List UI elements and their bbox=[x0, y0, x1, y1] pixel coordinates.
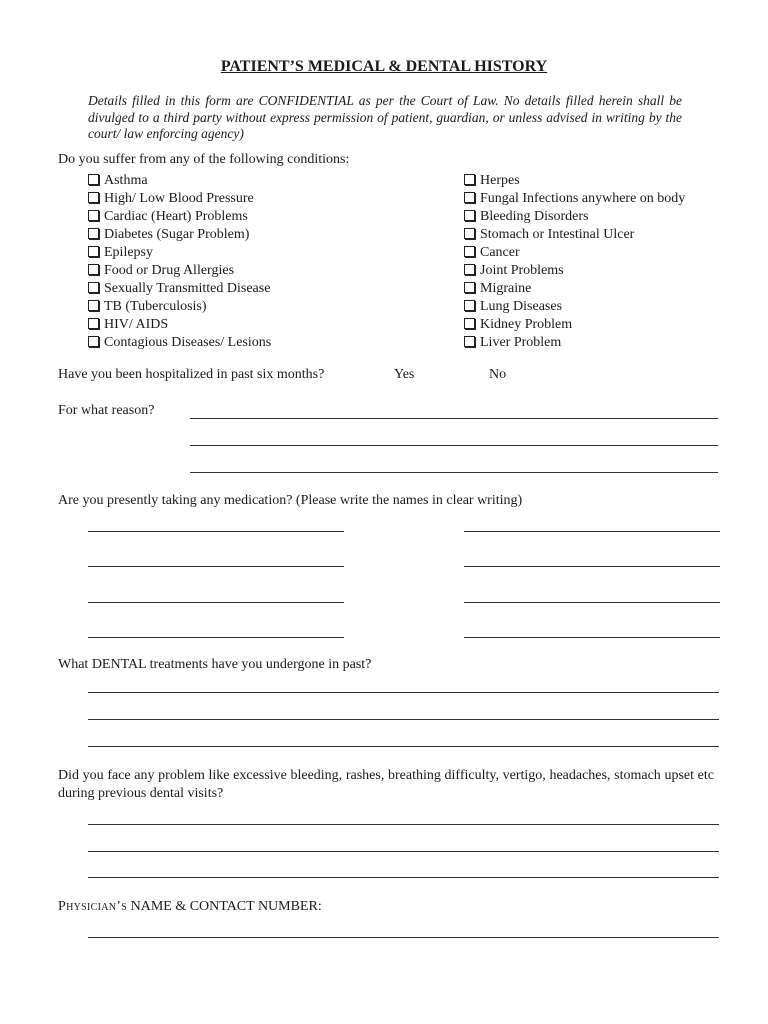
checkbox-icon[interactable] bbox=[464, 282, 475, 293]
checkbox-icon[interactable] bbox=[464, 300, 475, 311]
checkbox-icon[interactable] bbox=[464, 336, 475, 347]
reason-line-1[interactable] bbox=[190, 418, 718, 419]
medication-question: Are you presently taking any medication? (Please write the names in clear writing) bbox=[58, 493, 523, 508]
dental-treatment-line[interactable] bbox=[88, 746, 719, 747]
checkbox-icon[interactable] bbox=[464, 246, 475, 257]
reason-label: For what reason? bbox=[58, 403, 155, 418]
medication-line[interactable] bbox=[88, 566, 344, 567]
checkbox-icon[interactable] bbox=[88, 228, 99, 239]
condition-diabetes[interactable]: Diabetes (Sugar Problem) bbox=[88, 226, 271, 244]
checkbox-icon[interactable] bbox=[464, 192, 475, 203]
checkbox-icon[interactable] bbox=[88, 318, 99, 329]
hospitalized-no-option[interactable]: No bbox=[489, 367, 507, 382]
condition-joint[interactable]: Joint Problems bbox=[464, 262, 685, 280]
condition-migraine[interactable]: Migraine bbox=[464, 280, 685, 298]
checkbox-icon[interactable] bbox=[464, 264, 475, 275]
condition-ulcer[interactable]: Stomach or Intestinal Ulcer bbox=[464, 226, 685, 244]
checkbox-icon[interactable] bbox=[88, 300, 99, 311]
physician-line[interactable] bbox=[88, 937, 719, 938]
checkbox-icon[interactable] bbox=[88, 264, 99, 275]
conditions-question: Do you suffer from any of the following conditions: bbox=[58, 152, 350, 167]
medication-line[interactable] bbox=[88, 637, 344, 638]
form-title: PATIENT’S MEDICAL & DENTAL HISTORY bbox=[220, 58, 548, 75]
checkbox-icon[interactable] bbox=[464, 174, 475, 185]
physician-label-rest: NAME & CONTACT NUMBER: bbox=[127, 899, 322, 914]
condition-cancer[interactable]: Cancer bbox=[464, 244, 685, 262]
medication-line[interactable] bbox=[464, 602, 720, 603]
dental-treatments-question: What DENTAL treatments have you undergone in past? bbox=[58, 657, 372, 672]
condition-epilepsy[interactable]: Epilepsy bbox=[88, 244, 271, 262]
hospitalized-yes-option[interactable]: Yes bbox=[394, 367, 415, 382]
medication-line[interactable] bbox=[464, 637, 720, 638]
condition-asthma[interactable]: Asthma bbox=[88, 172, 271, 190]
confidentiality-notice: Details filled in this form are CONFIDENTIAL as per the Court of Law. No details filled herein shall be divulged to a third party without express permission of patient, guardian, or unless advised in writing by the court/ law enforcing agency) bbox=[88, 93, 682, 141]
physician-label-smallcaps: Physician’s bbox=[58, 899, 128, 914]
condition-tb[interactable]: TB (Tuberculosis) bbox=[88, 298, 271, 316]
checkbox-icon[interactable] bbox=[464, 228, 475, 239]
condition-herpes[interactable]: Herpes bbox=[464, 172, 685, 190]
condition-liver[interactable]: Liver Problem bbox=[464, 334, 685, 352]
checkbox-icon[interactable] bbox=[464, 318, 475, 329]
medication-line[interactable] bbox=[88, 531, 344, 532]
conditions-right-column bbox=[464, 172, 685, 352]
checkbox-icon[interactable] bbox=[464, 210, 475, 221]
reason-line-2[interactable] bbox=[190, 445, 718, 446]
dental-problem-line[interactable] bbox=[88, 824, 719, 825]
checkbox-icon[interactable] bbox=[88, 174, 99, 185]
checkbox-icon[interactable] bbox=[88, 246, 99, 257]
physician-label bbox=[58, 899, 322, 915]
checkbox-icon[interactable] bbox=[88, 336, 99, 347]
reason-line-3[interactable] bbox=[190, 472, 718, 473]
condition-std[interactable]: Sexually Transmitted Disease bbox=[88, 280, 271, 298]
hospitalized-question: Have you been hospitalized in past six months? bbox=[58, 367, 325, 382]
checkbox-icon[interactable] bbox=[88, 192, 99, 203]
medication-line[interactable] bbox=[88, 602, 344, 603]
dental-problems-question: Did you face any problem like excessive bleeding, rashes, breathing difficulty, vertigo, headaches, stomach upset etc during previous dental visits? bbox=[58, 768, 714, 801]
condition-bleeding[interactable]: Bleeding Disorders bbox=[464, 208, 685, 226]
condition-allergies[interactable]: Food or Drug Allergies bbox=[88, 262, 271, 280]
condition-hiv[interactable]: HIV/ AIDS bbox=[88, 316, 271, 334]
condition-kidney[interactable]: Kidney Problem bbox=[464, 316, 685, 334]
medication-line[interactable] bbox=[464, 531, 720, 532]
condition-blood-pressure[interactable]: High/ Low Blood Pressure bbox=[88, 190, 271, 208]
checkbox-icon[interactable] bbox=[88, 210, 99, 221]
condition-lung[interactable]: Lung Diseases bbox=[464, 298, 685, 316]
condition-fungal[interactable]: Fungal Infections anywhere on body bbox=[464, 190, 685, 208]
conditions-left-column bbox=[88, 172, 271, 352]
dental-problem-line[interactable] bbox=[88, 877, 719, 878]
condition-cardiac[interactable]: Cardiac (Heart) Problems bbox=[88, 208, 271, 226]
medication-line[interactable] bbox=[464, 566, 720, 567]
condition-contagious[interactable]: Contagious Diseases/ Lesions bbox=[88, 334, 271, 352]
dental-treatment-line[interactable] bbox=[88, 719, 719, 720]
checkbox-icon[interactable] bbox=[88, 282, 99, 293]
dental-problem-line[interactable] bbox=[88, 851, 719, 852]
dental-treatment-line[interactable] bbox=[88, 692, 719, 693]
